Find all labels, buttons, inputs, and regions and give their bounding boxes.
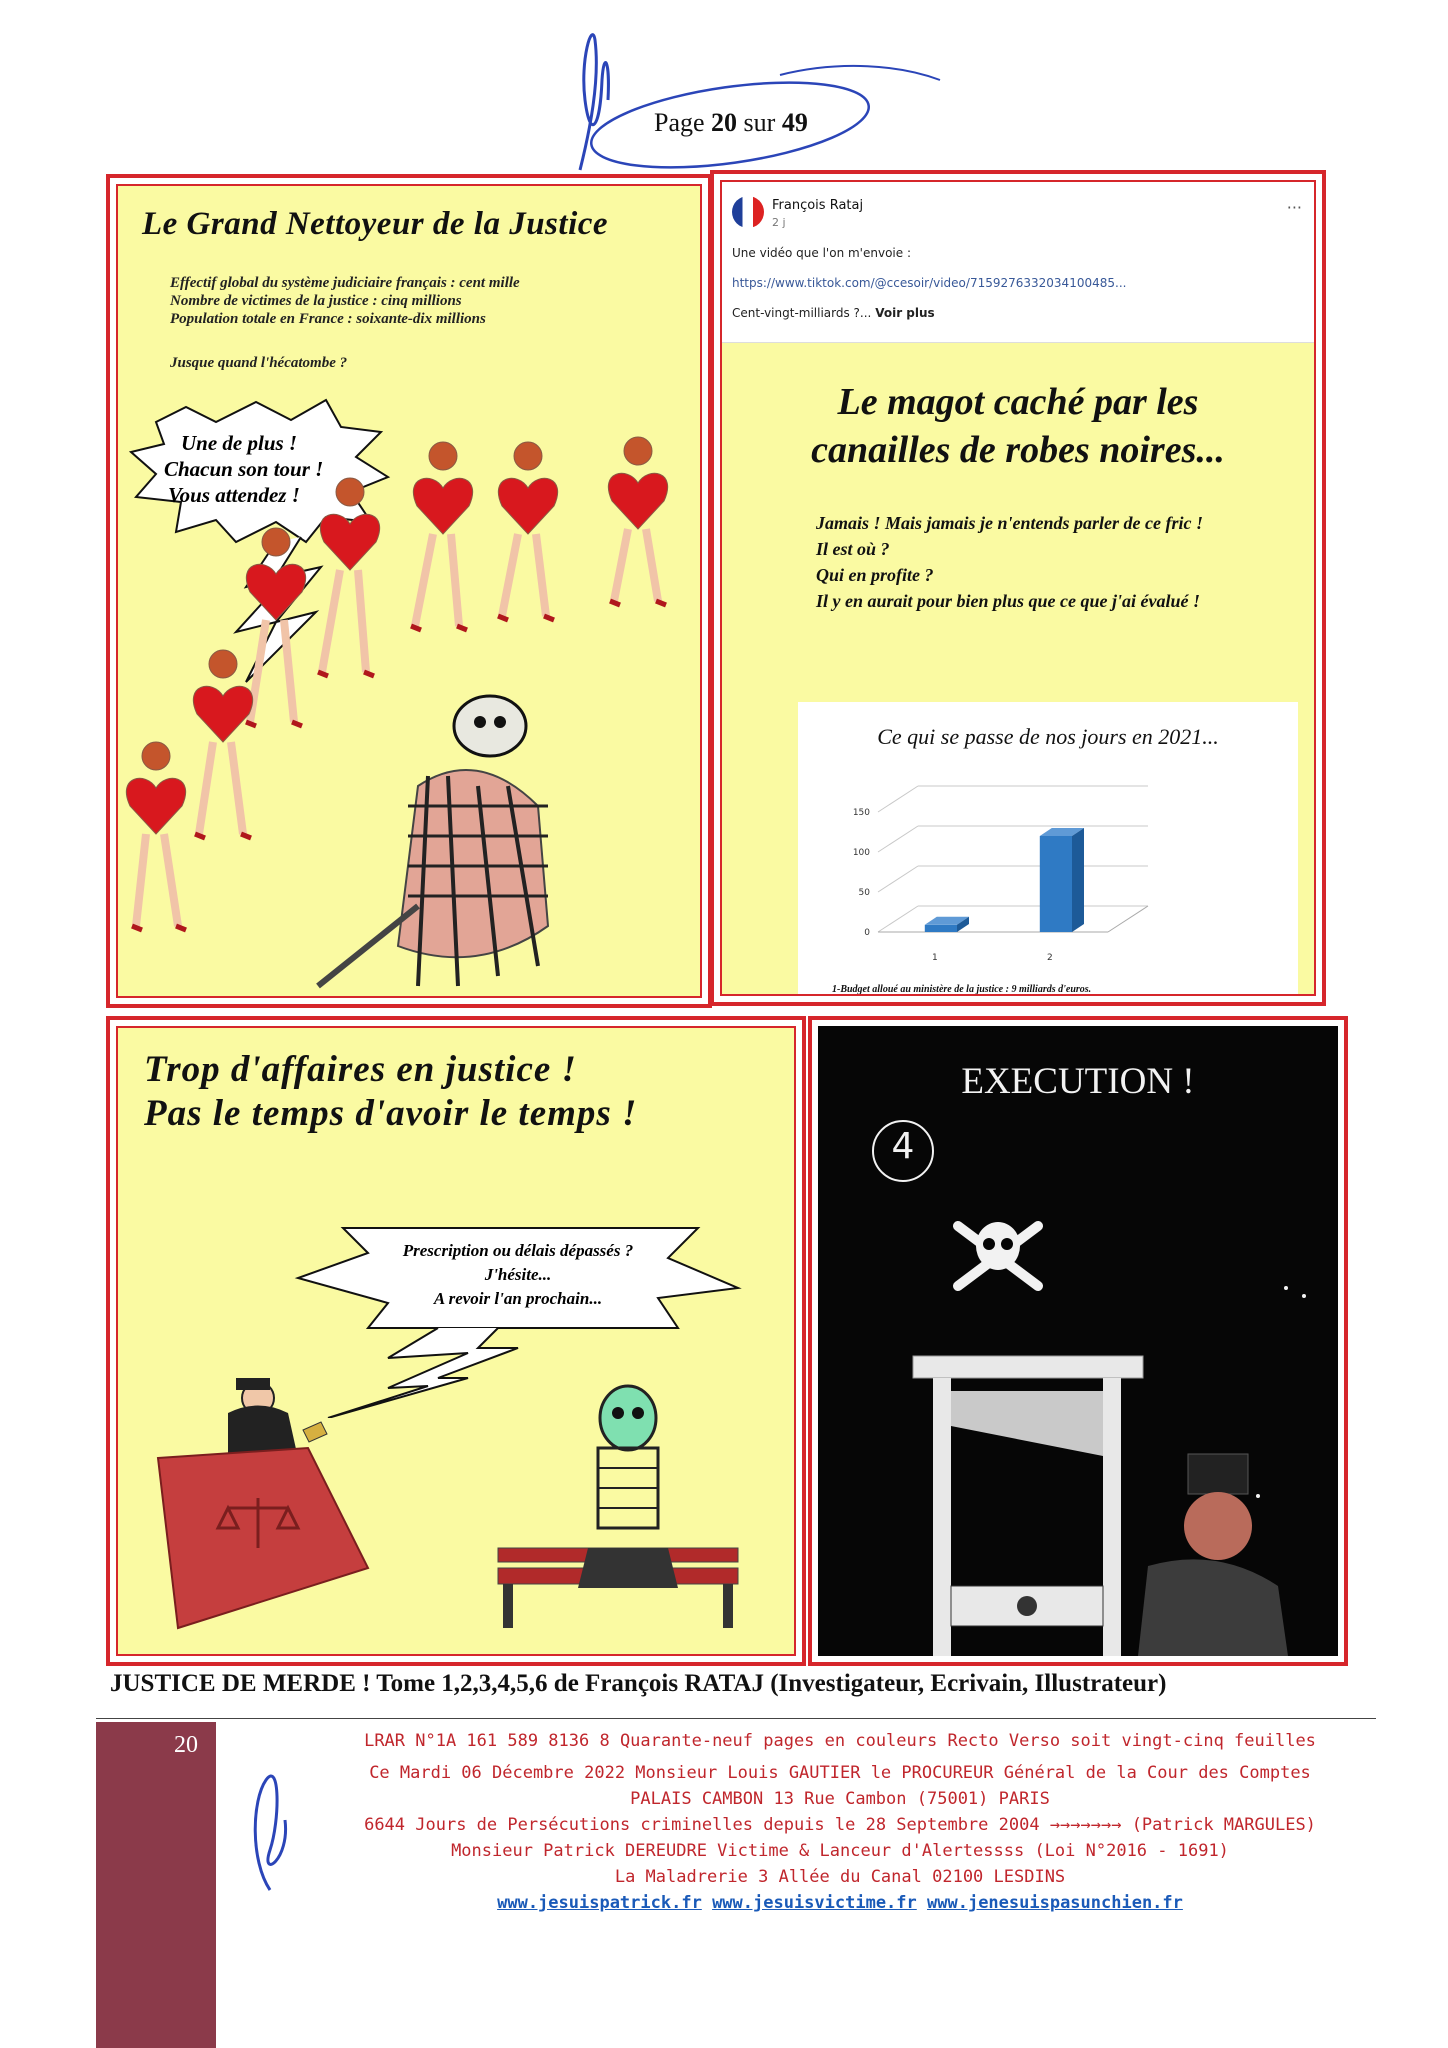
panel-execution-inner bbox=[818, 1026, 1338, 1656]
footer-line: Monsieur Patrick DEREUDRE Victime & Lanceur d'Alertessss (Loi N°2016 - 1691) bbox=[451, 1841, 1229, 1861]
panel2-title-line: Le magot caché par les bbox=[837, 381, 1199, 423]
panel1-title: Le Grand Nettoyeur de la Justice bbox=[142, 206, 609, 242]
panel2-title-line: canailles de robes noires... bbox=[811, 429, 1225, 471]
book-title-line: JUSTICE DE MERDE ! Tome 1,2,3,4,5,6 de François RATAJ (Investigateur, Ecrivain, Illustrateur) bbox=[110, 1670, 1167, 1697]
post-excerpt-text: Cent-vingt-milliards ?... bbox=[732, 306, 872, 320]
signature-scribble-top bbox=[540, 20, 980, 180]
skull-icon bbox=[958, 1222, 1038, 1286]
bar-chart bbox=[798, 702, 1298, 996]
chart-gridline bbox=[878, 906, 918, 932]
panel1-illustration bbox=[118, 186, 702, 998]
post-text: Une vidéo que l'on m'envoie : bbox=[732, 246, 911, 260]
panel3-title-line: Pas le temps d'avoir le temps ! bbox=[144, 1093, 638, 1134]
footer-line: Ce Mardi 06 Décembre 2022 Monsieur Louis GAUTIER le PROCUREUR Général de la Cour des Comptes bbox=[369, 1763, 1311, 1783]
chart-gridline bbox=[878, 826, 918, 852]
panel1-question: Jusque quand l'hécatombe ? bbox=[170, 355, 348, 371]
panel4-illustration bbox=[818, 1026, 1338, 1656]
footer-line: PALAIS CAMBON 13 Rue Cambon (75001) PARIS bbox=[630, 1789, 1050, 1809]
skeleton-figure bbox=[318, 696, 548, 986]
footer-line: 6644 Jours de Persécutions criminelles depuis le 28 Septembre 2004 →→→→→→→ (Patrick MARGULES) bbox=[364, 1815, 1316, 1835]
panel-trop-affaires-inner bbox=[116, 1026, 796, 1656]
footer-links bbox=[300, 1890, 1380, 1916]
chart-bar bbox=[1040, 836, 1072, 932]
footer-page-number: 20 bbox=[174, 1732, 198, 1758]
panel1-stat-line: Nombre de victimes de la justice : cinq millions bbox=[170, 293, 462, 309]
chart-xtick-label: 1 bbox=[932, 953, 938, 963]
chart-gridline bbox=[878, 786, 918, 812]
chart-axis bbox=[1108, 906, 1148, 932]
prisoner-figure bbox=[1138, 1454, 1288, 1656]
footer-line: La Maladrerie 3 Allée du Canal 02100 LESDINS bbox=[614, 1867, 1066, 1887]
link-jesuisvictime[interactable]: www.jesuisvictime.fr bbox=[712, 1893, 917, 1913]
chart-ytick-label: 150 bbox=[852, 808, 870, 818]
panel-magot-cache bbox=[710, 170, 1326, 1006]
panel-magot-cache-inner bbox=[720, 180, 1316, 996]
panel2-text-line: Il est où ? bbox=[816, 539, 890, 559]
more-options-icon[interactable]: ··· bbox=[1286, 198, 1302, 217]
page-total: 49 bbox=[781, 108, 808, 137]
panel2-text bbox=[816, 510, 1203, 614]
chart-ytick-label: 0 bbox=[864, 928, 870, 938]
speech-line: J'hésite... bbox=[484, 1265, 552, 1284]
page-number: 20 bbox=[711, 108, 738, 137]
dancer-figure bbox=[126, 437, 667, 930]
panel2-text-line: Jamais ! Mais jamais je n'entends parler de ce fric ! bbox=[816, 513, 1203, 533]
chart-caption: 1-Budget alloué au ministère de la justice : 9 milliards d'euros. bbox=[832, 984, 1092, 995]
speech-line: Prescription ou délais dépassés ? bbox=[402, 1241, 634, 1260]
panel2-title bbox=[722, 378, 1314, 474]
panel3-illustration bbox=[118, 1028, 796, 1656]
page-prefix: Page bbox=[654, 108, 705, 137]
panel-trop-affaires bbox=[106, 1016, 806, 1666]
footer-page-tab bbox=[96, 1722, 216, 2048]
signature-scribble-footer bbox=[240, 1760, 300, 1900]
panel1-stat-line: Effectif global du système judiciaire français : cent mille bbox=[170, 275, 520, 291]
chart-bar bbox=[925, 925, 957, 932]
page-sep: sur bbox=[743, 108, 776, 137]
post-time: 2 j bbox=[772, 216, 786, 229]
panel1-stat-line: Population totale en France : soixante-dix millions bbox=[170, 311, 486, 327]
footer-line: LRAR N°1A 161 589 8136 8 Quarante-neuf pages en couleurs Recto Verso soit vingt-cinq feuilles bbox=[364, 1731, 1316, 1751]
panel2-text-line: Qui en profite ? bbox=[816, 565, 934, 585]
speech-line: Une de plus ! bbox=[181, 431, 298, 455]
guillotine-figure bbox=[913, 1356, 1143, 1656]
chart-ytick-label: 100 bbox=[852, 848, 870, 858]
panel-grand-nettoyeur-inner bbox=[116, 184, 702, 998]
panel2-text-line: Il y en aurait pour bien plus que ce que j'ai évalué ! bbox=[816, 591, 1201, 611]
chart-title: Ce qui se passe de nos jours en 2021... bbox=[877, 724, 1219, 749]
post-excerpt bbox=[732, 306, 935, 320]
chart-card bbox=[798, 702, 1298, 996]
link-jenesuispasunchien[interactable]: www.jenesuispasunchien.fr bbox=[927, 1893, 1183, 1913]
link-jesuispatrick[interactable]: www.jesuispatrick.fr bbox=[497, 1893, 702, 1913]
page-indicator bbox=[654, 108, 808, 138]
footer-text-block bbox=[300, 1728, 1380, 1916]
chart-ytick-label: 50 bbox=[858, 888, 870, 898]
speech-line: Vous attendez ! bbox=[168, 483, 300, 507]
chart-bar-side bbox=[1072, 828, 1084, 932]
panel-grand-nettoyeur bbox=[106, 174, 712, 1008]
judge-figure bbox=[228, 1378, 327, 1458]
chart-gridline bbox=[878, 866, 918, 892]
post-link[interactable]: https://www.tiktok.com/@ccesoir/video/7159276332034100485... bbox=[732, 276, 1127, 290]
panel-execution bbox=[808, 1016, 1348, 1666]
judge-podium bbox=[158, 1448, 368, 1628]
avatar bbox=[732, 196, 764, 228]
chart-xtick-label: 2 bbox=[1047, 953, 1053, 963]
panel4-title: EXECUTION ! bbox=[961, 1061, 1195, 1102]
speech-line: A revoir l'an prochain... bbox=[433, 1289, 603, 1308]
speech-line: Chacun son tour ! bbox=[164, 457, 324, 481]
panel4-number: 4 bbox=[891, 1126, 915, 1167]
footer-divider bbox=[96, 1718, 1376, 1719]
skeleton-figure bbox=[578, 1386, 678, 1588]
see-more-link[interactable]: Voir plus bbox=[875, 306, 935, 320]
panel3-title-line: Trop d'affaires en justice ! bbox=[144, 1049, 577, 1090]
facebook-post-card bbox=[722, 182, 1314, 343]
post-author[interactable]: François Rataj bbox=[772, 198, 864, 213]
